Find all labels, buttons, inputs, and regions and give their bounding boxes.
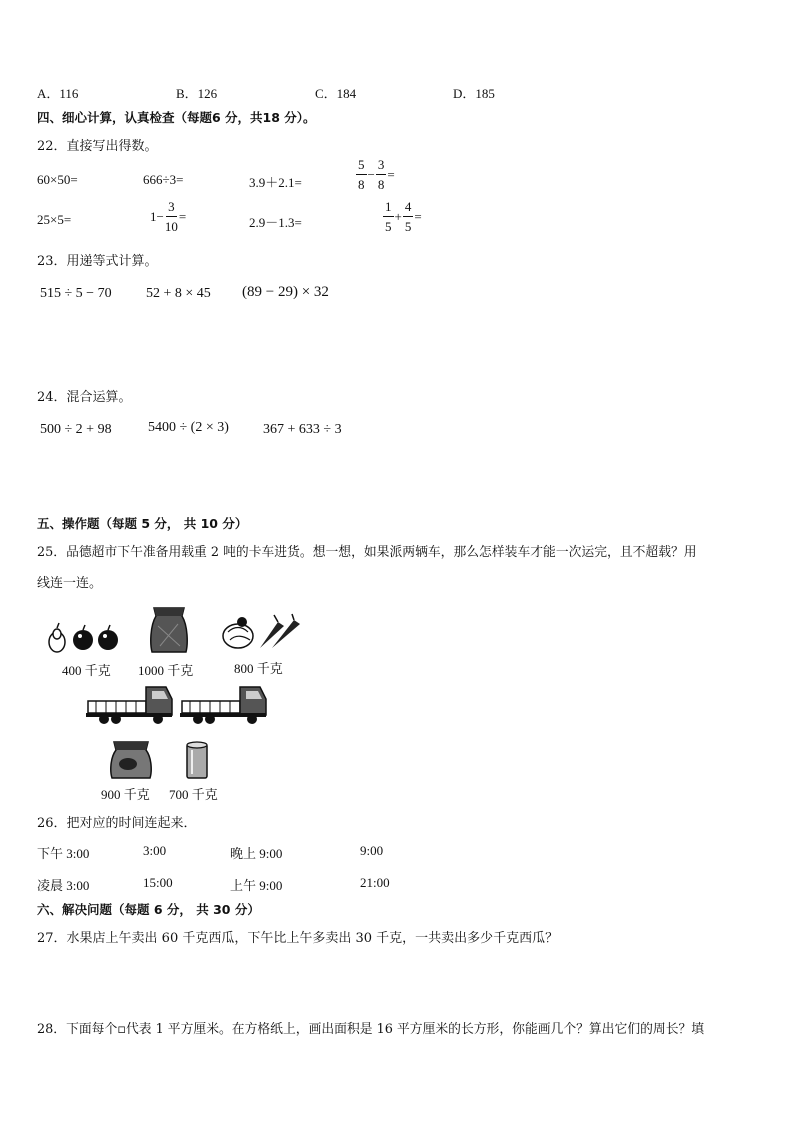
option-a: A．116: [37, 86, 79, 101]
item-weight-label: 900 千克: [101, 787, 150, 802]
q25-text-line2: 线连一连。: [37, 576, 103, 591]
q26-title: 26．把对应的时间连起来．: [37, 816, 197, 831]
flour-sack-icon: [108, 738, 154, 780]
vegetables-icon: [220, 612, 304, 652]
oil-barrel-icon: [184, 740, 210, 780]
rice-sack-icon: [146, 602, 192, 656]
q22-fraction-expr: $\frac{5}{8}$ − $\frac{3}{8}$ =: [358, 157, 395, 192]
q28-text: 28．下面每个▫代表 1 平方厘米。在方格纸上，画出面积是 16 平方厘米的长方形，你能画几个？算出它们的周长？填: [37, 1022, 705, 1037]
time-label: 3:00: [143, 843, 167, 858]
q22-expr: 666÷3=: [143, 172, 184, 187]
q22-expr: 2.9－1.3=: [249, 215, 302, 230]
truck-icon: [180, 683, 268, 727]
q23-title: 23．用递等式计算。: [37, 254, 158, 269]
q27-text: 27．水果店上午卖出 60 千克西瓜，下午比上午多卖出 30 千克，一共卖出多少千克西瓜？: [37, 931, 559, 946]
q22-expr: 60×50=: [37, 172, 78, 187]
time-label: 下午 3:00: [37, 846, 90, 861]
q22-title: 22．直接写出得数。: [37, 139, 158, 154]
q24-title: 24．混合运算。: [37, 390, 132, 405]
time-label: 21:00: [360, 875, 390, 890]
option-d: D．185: [453, 86, 495, 101]
section5-title: 五、操作题（每题 5 分， 共 10 分）: [37, 516, 248, 531]
q23-expr: (89 − 29) × 32: [242, 284, 329, 300]
time-label: 9:00: [360, 843, 384, 858]
item-weight-label: 400 千克: [62, 663, 111, 678]
q23-expr: 52 + 8 × 45: [146, 286, 211, 301]
item-weight-label: 700 千克: [169, 787, 218, 802]
q24-expr: 367 + 633 ÷ 3: [263, 422, 342, 437]
item-weight-label: 1000 千克: [138, 663, 194, 678]
section6-title: 六、解决问题（每题 6 分， 共 30 分）: [37, 902, 260, 917]
q22-fraction-expr: 1− $\frac{3}{10}$ =: [150, 199, 187, 234]
q23-expr: 515 ÷ 5 − 70: [40, 286, 112, 301]
time-label: 凌晨 3:00: [37, 878, 90, 893]
q22-expr: 25×5=: [37, 212, 72, 227]
q22-fraction-expr: $\frac{1}{5}$ + $\frac{4}{5}$ =: [385, 199, 422, 234]
time-label: 上午 9:00: [230, 878, 283, 893]
time-label: 15:00: [143, 875, 173, 890]
item-weight-label: 800 千克: [234, 661, 283, 676]
truck-icon: [86, 683, 174, 727]
option-b: B．126: [176, 86, 218, 101]
fruit-icon: [46, 620, 122, 654]
q25-text-line1: 25．品德超市下午准备用载重 2 吨的卡车进货。想一想，如果派两辆车，那么怎样装车才能一次运完，且不超载？用: [37, 545, 697, 560]
q22-expr: 3.9＋2.1=: [249, 175, 302, 190]
section4-title: 四、细心计算，认真检查（每题6 分，共18 分）。: [37, 110, 316, 125]
time-label: 晚上 9:00: [230, 846, 283, 861]
q24-expr: 5400 ÷ (2 × 3): [148, 420, 229, 435]
option-c: C．184: [315, 86, 357, 101]
q24-expr: 500 ÷ 2 + 98: [40, 422, 112, 437]
